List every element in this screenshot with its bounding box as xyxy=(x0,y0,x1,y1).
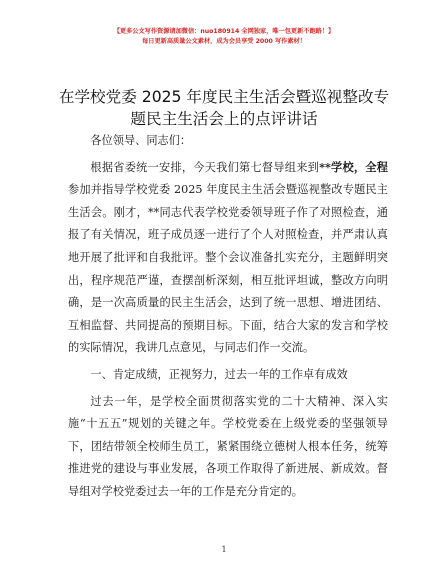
page-number: 1 xyxy=(221,545,227,554)
paragraph-achievements: 过去一年，是学校全面贯彻落实党的二十大精神、深入实施“十五五”规划的关键之年。学校党委在上级党委的坚强领导下，团结带领全校师生员工，紧紧围绕立德树人根本任务，统筹推进党的建设与事业发展，各项工作取得了新进展、新成效。督导组对学校党委过去一年的工作是充分肯定的。 xyxy=(68,394,388,498)
paragraph-intro-bold: **学校，全程 xyxy=(319,159,388,174)
document-title: 在学校党委 2025 年度民主生活会暨巡视整改专题民主生活会上的点评讲话 xyxy=(58,88,390,128)
paragraph-intro-text-b: 参加并指导学校党委 2025 年度民主生活会暨巡视整改专题民主生活会。刚才，**同志代表学校党委领导班子作了对照检查，通报了有关情况，班子成员逐一进行了个人对照检查，并严肃认真地开展了批评和自我批评。整个会议准备扎实充分，主题鲜明突出，程序规范严谨，查摆剖析深刻，相互批评坦诚，整改方向明确，是一次高质量的民主生活会，达到了统一思想、增进团结、互相监督、共同提高的预期目标。下面，结合大家的发言和学校的实际情况，我讲几点意见，与同志们作一交流。 xyxy=(68,183,388,355)
paragraph-intro-text-a: 根据省委统一安排，今天我们第七督导组来到 xyxy=(90,160,320,174)
salutation: 各位领导、同志们： xyxy=(90,134,192,147)
paragraph-intro xyxy=(68,156,388,360)
document-body xyxy=(68,130,388,504)
promo-banner-line-1: 【更多公文写作资源请加微信：nuo180914 全网独家，唯一包更新不跑路！】 xyxy=(113,28,335,35)
section-heading-1: 一、肯定成绩，正视努力，过去一年的工作卓有成效 xyxy=(90,367,348,381)
promo-banner-line-2: 每日更新高质量公文素材，成为会员享受 2000 写作素材！ xyxy=(142,38,306,45)
